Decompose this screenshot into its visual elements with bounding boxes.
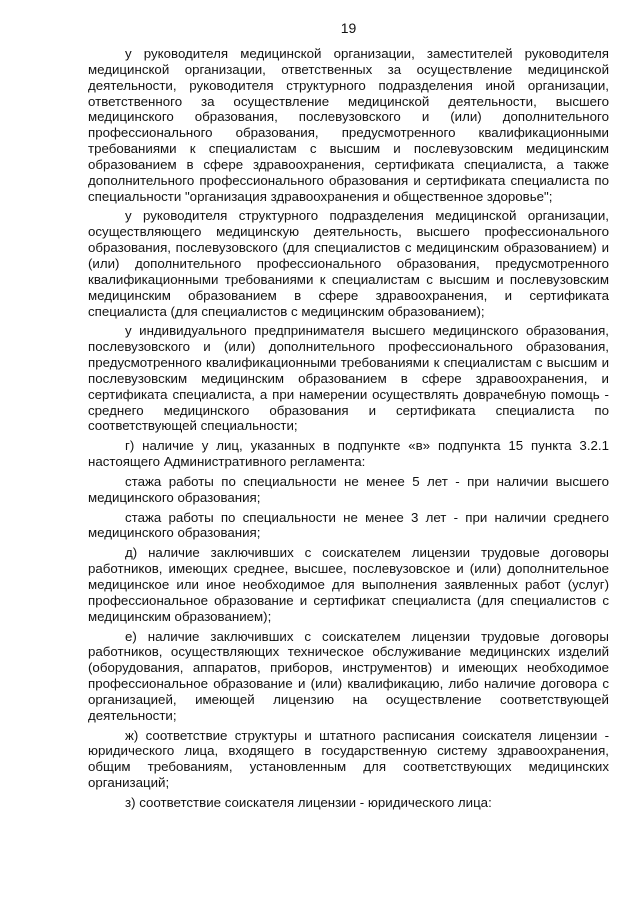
paragraph-head-requirements: у руководителя медицинской организации, заместителей руководителя медицинской организации, ответственных за осуществление медицинской деятельности, руководителя структурного подразделения иной организации, ответственного за осуществление медицинской деятельности, высшего медицинского образования, послевузовского и (или) дополнительного профессионального образования, предусмотренного квалификационными требованиями к специалистам с высшим и послевузовским медицинским образованием в сфере здравоохранения, сертификата специалиста, а также дополнительного профессионального образования и сертификата специалиста по специальности "организация здравоохранения и общественное здоровье"; bbox=[88, 46, 609, 204]
document-body bbox=[88, 46, 609, 811]
paragraph-entrepreneur-requirements: у индивидуального предпринимателя высшего медицинского образования, послевузовского и (или) дополнительного профессионального образования, предусмотренного квалификационными требованиями к специалистам с высшим и послевузовским медицинским образованием в сфере здравоохранения, и сертификата специалиста, а при намерении осуществлять доврачебную помощь - среднего медицинского образования и сертификата специалиста по соответствующей специальности; bbox=[88, 323, 609, 434]
paragraph-unit-head-requirements: у руководителя структурного подразделения медицинской организации, осуществляющего медицинскую деятельность, высшего профессионального образования, послевузовского (для специалистов с медицинским образованием) и (или) дополнительного профессионального образования, предусмотренного квалификационными требованиями к специалистам с высшим и послевузовским медицинским образованием в сфере здравоохранения, и сертификата специалиста (для специалистов с медицинским образованием); bbox=[88, 208, 609, 319]
paragraph-item-g: г) наличие у лиц, указанных в подпункте «в» подпункта 15 пункта 3.2.1 настоящего Административного регламента: bbox=[88, 438, 609, 470]
page-number: 19 bbox=[340, 20, 357, 36]
paragraph-item-d: д) наличие заключивших с соискателем лицензии трудовые договоры работников, имеющих среднее, высшее, послевузовское и (или) дополнительное медицинское или иное необходимое для выполнения заявленных работ (услуг) профессиональное образование и сертификат специалиста (для специалистов с медицинским образованием); bbox=[88, 545, 609, 624]
paragraph-item-zh: ж) соответствие структуры и штатного расписания соискателя лицензии - юридического лица, входящего в государственную систему здравоохранения, общим требованиям, установленным для соответствующих медицинских организаций; bbox=[88, 727, 609, 791]
paragraph-item-e: е) наличие заключивших с соискателем лицензии трудовые договоры работников, осуществляющих техническое обслуживание медицинских изделий (оборудования, аппаратов, приборов, инструментов) и имеющих необходимое профессиональное образование и (или) квалификацию, либо наличие договора с организацией, имеющей лицензию на осуществление соответствующей деятельности; bbox=[88, 628, 609, 723]
paragraph-item-z: з) соответствие соискателя лицензии - юридического лица: bbox=[125, 794, 492, 810]
paragraph-experience-secondary: стажа работы по специальности не менее 3 лет - при наличии среднего медицинского образования; bbox=[88, 509, 609, 541]
paragraph-experience-higher: стажа работы по специальности не менее 5 лет - при наличии высшего медицинского образования; bbox=[88, 473, 609, 505]
